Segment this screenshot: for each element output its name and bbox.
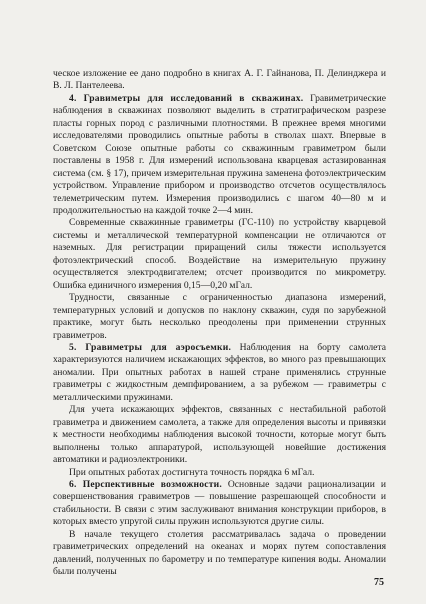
paragraph-9-text: В начале текущего столетия рассматривалась задача о проведении гравиметрических определений на океанах и морях путем сопоставления давлений, полученных по барометру и по температуре кипения воды. Аномалии были получены <box>53 528 386 578</box>
paragraph-5 <box>53 342 386 404</box>
paragraph-3 <box>53 217 386 292</box>
paragraph-2-text: Гравиметрические наблюдения в скважинах позволяют выделить в стратиграфическом разрезе пласты горных пород с различными плотностями. В прежнее время многими исследователями проводились опытные работы в стволах шахт. Впервые в Советском Союзе опытные работы со скважинным гравиметром были поставлены в 1958 г. Для измерений использована кварцевая астазированная система (см. § 17), причем измерительная пружина заменена фотоэлектрическим устройством. Управление прибором и производство отсчетов осуществлялось телеметрическим путем. Измерения производились с шагом 40—80 м и продолжительностью на каждой точке 2—4 мин. <box>53 92 386 216</box>
paragraph-4 <box>53 292 386 342</box>
paragraph-9 <box>53 529 386 579</box>
paragraph-8 <box>53 479 386 529</box>
paragraph-6 <box>53 404 386 466</box>
page-number: 75 <box>374 577 384 588</box>
paragraph-2 <box>53 93 386 218</box>
paragraph-4-text: Трудности, связанные с ограниченностью диапазона измерений, температурных условий и допусков по наклону скважин, судя по зарубежной практике, могут быть несколько преодолены при применении струнных гравиметров. <box>53 292 386 341</box>
paragraph-1-text: ческое изложение ее дано подробно в книгах А. Г. Гайнанова, П. Делинджера и В. Л. Пантелеева. <box>53 68 386 92</box>
section-4-heading: 4. Гравиметры для исследований в скважинах. <box>69 92 304 104</box>
page-body <box>53 68 386 579</box>
paragraph-7-text: При опытных работах достигнута точность порядка 6 мГал. <box>69 466 315 478</box>
paragraph-7 <box>53 467 386 479</box>
section-5-heading: 5. Гравиметры для аэросъемки. <box>69 341 232 353</box>
paragraph-3-text: Современные скважинные гравиметры (ГС-110) по устройству кварцевой системы и металлической температурной компенсации не отличаются от наземных. Для регистрации приращений силы тяжести используется фотоэлектрический способ. Воздействие на измерительную пружину осуществляется электродвигателем; отсчет производится по микрометру. Ошибка единичного измерения 0,15—0,20 мГал. <box>53 217 386 291</box>
paragraph-5-text: Наблюдения на борту самолета характеризуются наличием искажающих эффектов, во много раз превышающих аномалии. При опытных работах в нашей стране применялись струнные гравиметры с жидкостным демпфированием, а за рубежом — гравиметры с металлическими пружинами. <box>53 341 386 403</box>
paragraph-6-text: Для учета искажающих эффектов, связанных с нестабильной работой гравиметра и движением самолета, а также для определения высоты и привязки к местности необходимы наблюдения высокой точности, которые могут быть выполнены только аппаратурой, использующей новейшие достижения автоматики и радиоэлектроники. <box>53 404 386 466</box>
paragraph-8-text: Основные задачи рационализации и совершенствования гравиметров — повышение разрешающей способности и стабильности. В связи с этим заслуживают внимания конструкции приборов, в которых вместо упругой силы пружин используются другие силы. <box>53 478 386 528</box>
section-6-heading: 6. Перспективные возможности. <box>69 478 222 490</box>
paragraph-1 <box>53 68 386 93</box>
